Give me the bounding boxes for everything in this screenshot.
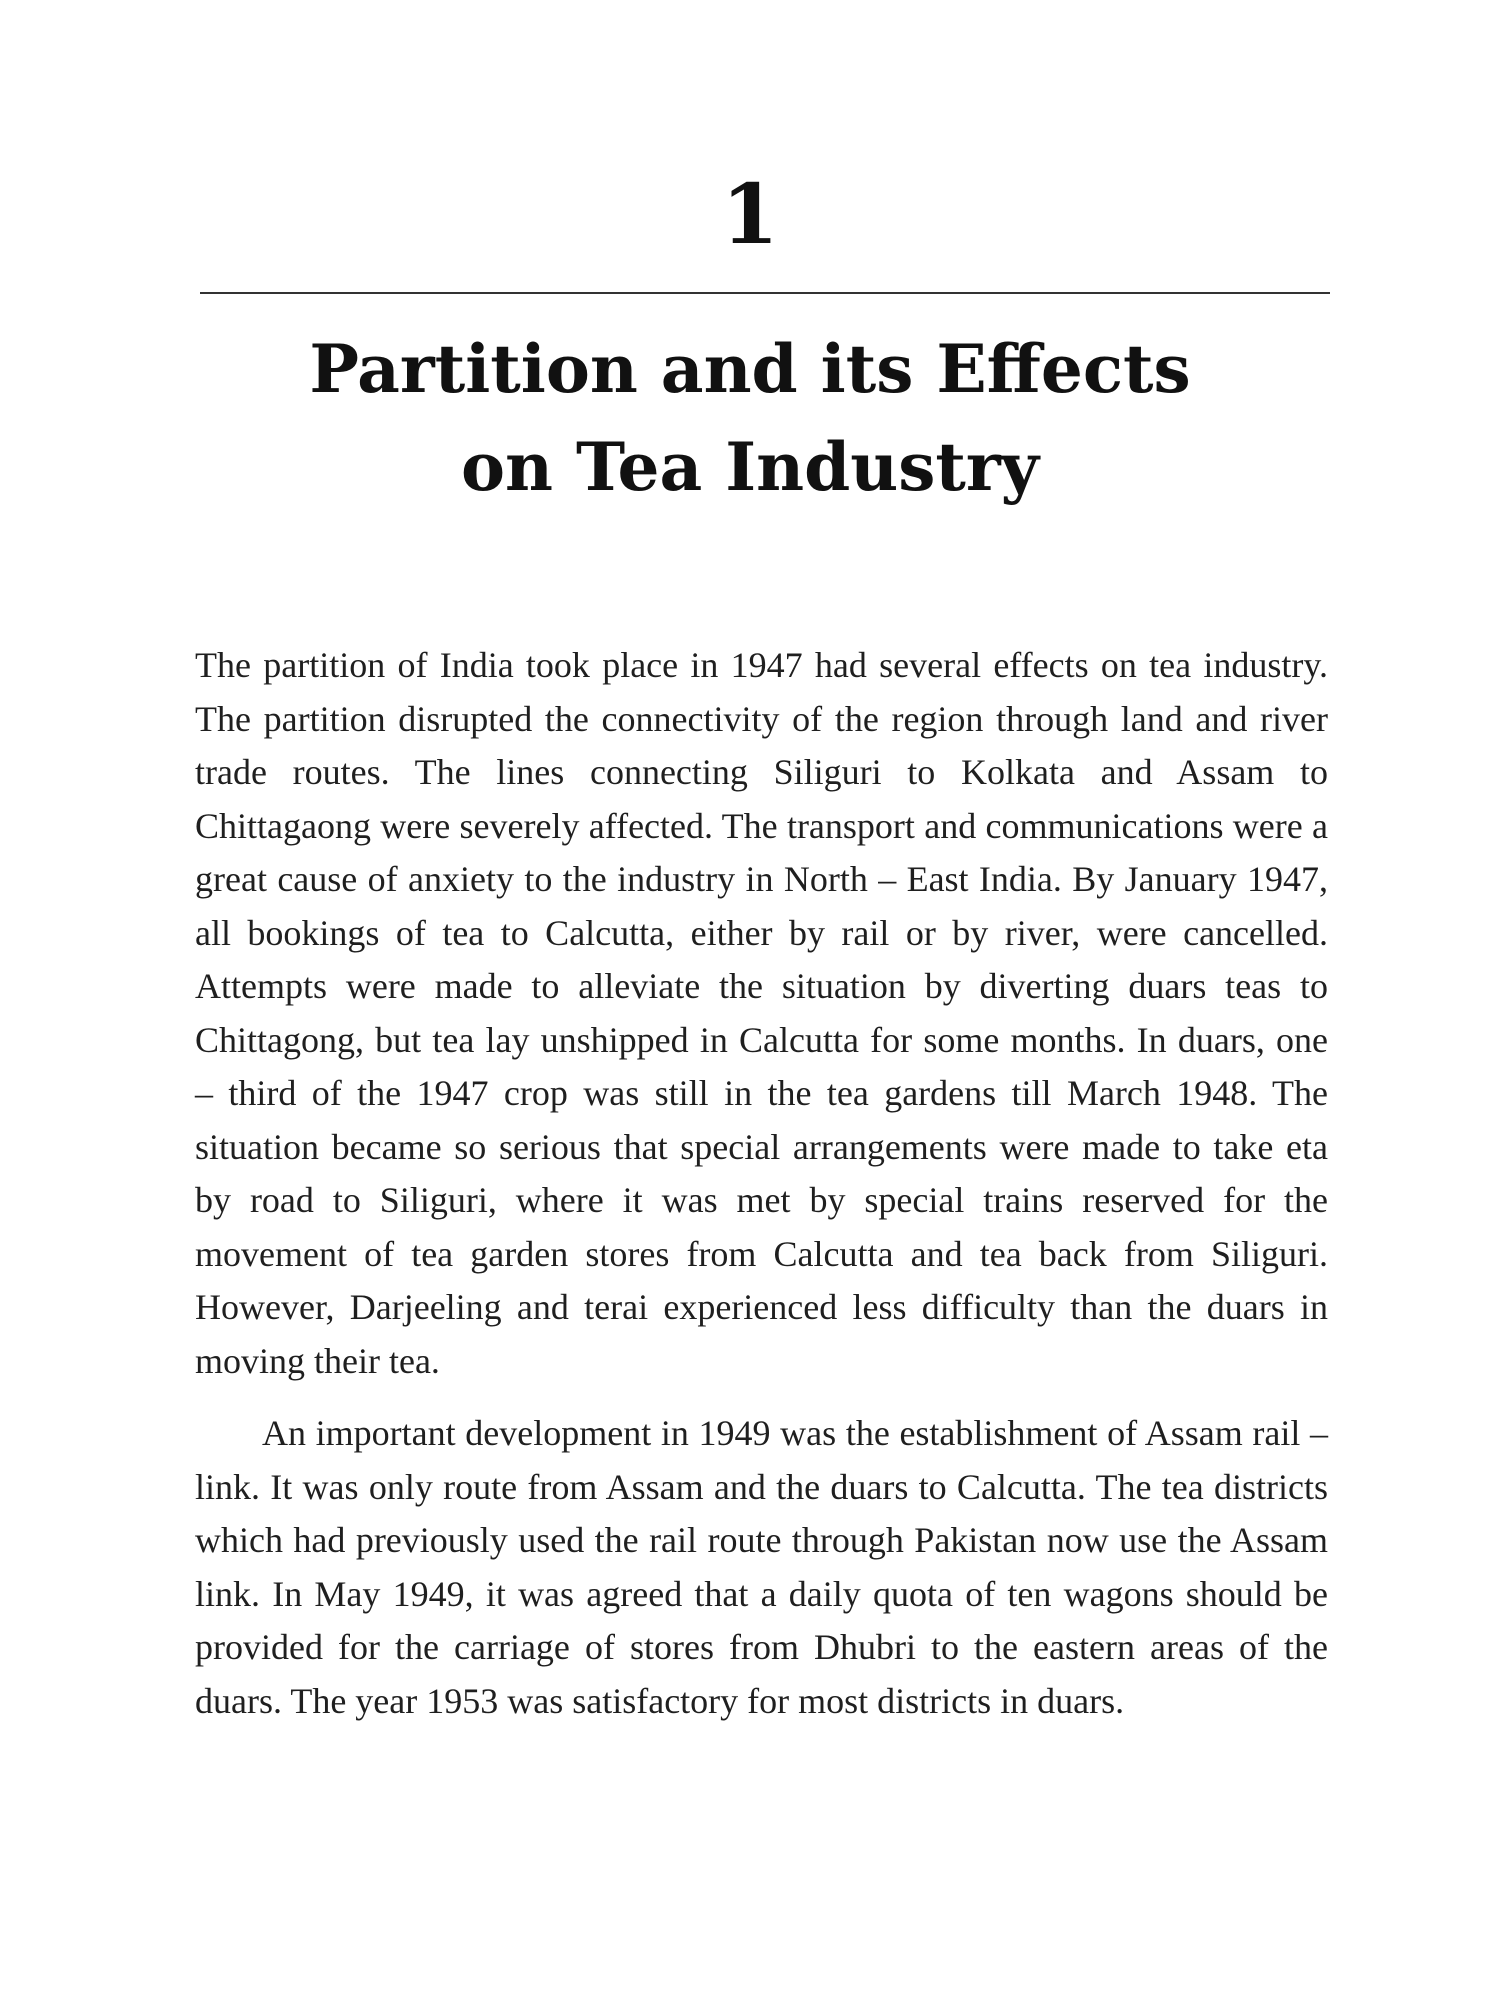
paragraph-2: An important development in 1949 was the establishment of Assam rail – link. It was only route from Assam and the duars to Calcutta. The tea districts which had previously used the rail route through Pakistan now use the Assam link. In May 1949, it was agreed that a daily quota of ten wagons should be provided for the carriage of stores from Dhubri to the eastern areas of the duars. The year 1953 was satisfactory for most districts in duars.: [195, 1413, 1328, 1721]
paragraph-1: The partition of India took place in 1947 had several effects on tea industry. The partition disrupted the connectivity of the region through land and river trade routes. The lines connecting Siliguri to Kolkata and Assam to Chittagaong were severely affected. The transport and communications were a great cause of anxiety to the industry in North – East India. By January 1947, all bookings of tea to Calcutta, either by rail or by river, were cancelled. Attempts were made to alleviate the situation by diverting duars teas to Chittagong, but tea lay unshipped in Calcutta for some months. In duars, one – third of the 1947 crop was still in the tea gardens till March 1948. The situation became so serious that special arrangements were made to take eta by road to Siliguri, where it was met by special trains reserved for the movement of tea garden stores from Calcutta and tea back from Siliguri. However, Darjeeling and terai experienced less difficulty than the duars in moving their tea.: [195, 645, 1328, 1381]
chapter-divider: [200, 292, 1330, 294]
chapter-title-line-2: on Tea Industry: [460, 428, 1039, 506]
chapter-number: 1: [721, 167, 779, 263]
chapter-title-line-1: Partition and its Effects: [309, 330, 1191, 408]
body-text: [195, 639, 1328, 1728]
chapter-title: [0, 320, 1500, 516]
